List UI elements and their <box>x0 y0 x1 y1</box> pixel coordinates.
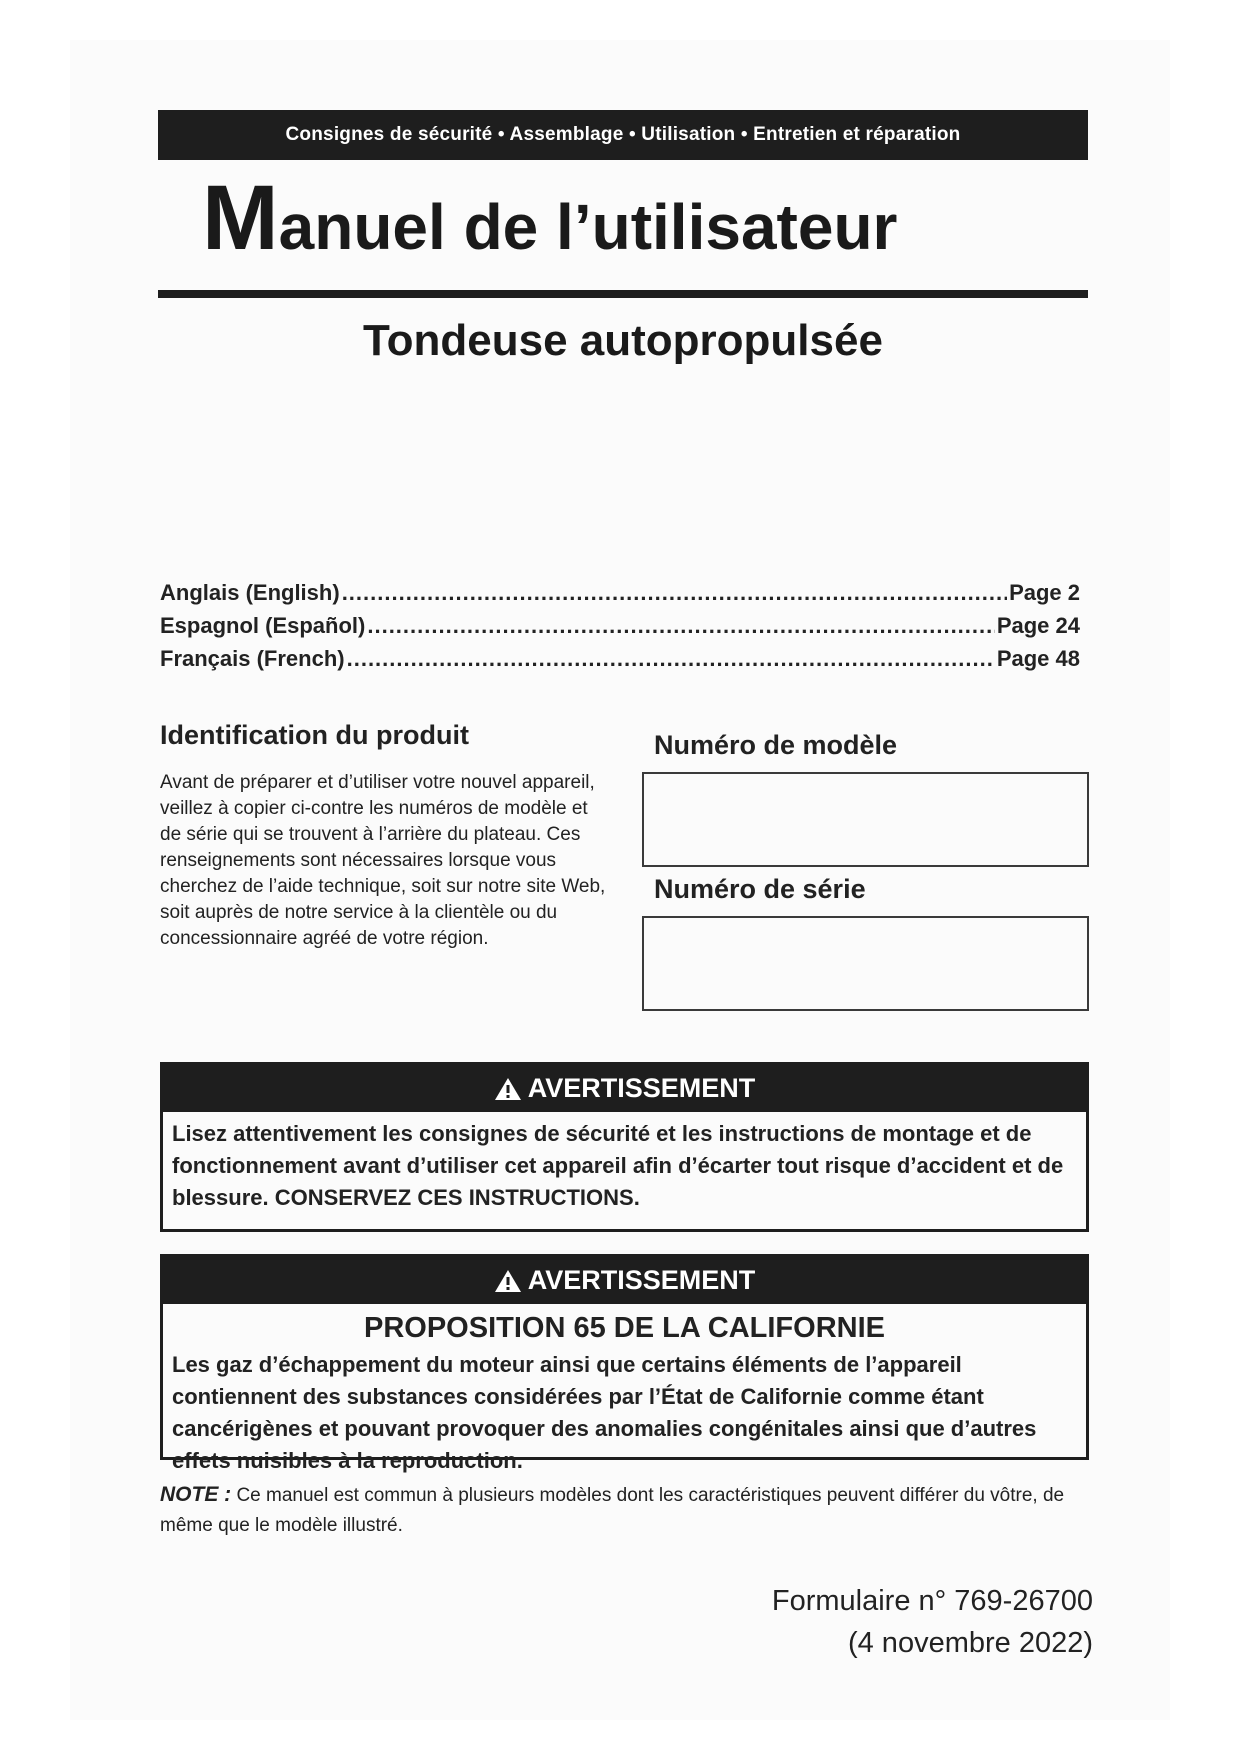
note-text: Ce manuel est commun à plusieurs modèles dont les caractéristiques peuvent différer du vôtre, de même que le modèle illustré. <box>160 1485 1065 1536</box>
toc-page: Page 48 <box>996 646 1080 671</box>
form-date: (4 novembre 2022) <box>847 1627 1093 1659</box>
toc-page: Page 2 <box>1009 580 1080 605</box>
main-title-initial: M <box>202 167 279 269</box>
warning-box-safety <box>160 1062 1089 1232</box>
warning-header-text: AVERTISSEMENT <box>527 1265 756 1295</box>
toc-leader-dots <box>342 580 1007 606</box>
model-number-field[interactable] <box>642 772 1089 867</box>
toc-label: Français (French) <box>160 646 345 671</box>
main-title-rest: anuel de l’utilisateur <box>278 191 898 263</box>
product-id-body: Avant de préparer et d’utiliser votre nouvel appareil, veillez à copier ci-contre les numéros de modèle et de série qui se trouvent à l’arrière du plateau. Ces renseignements sont nécessaires lorsque vous cherchez de l’aide technique, soit sur notre site Web, soit auprès de notre service à la clientèle ou du concessionnaire agréé de votre région. <box>160 772 606 949</box>
toc-label: Anglais (English) <box>160 580 340 605</box>
toc-leader-dots <box>347 646 995 672</box>
warning-triangle-icon <box>494 1269 522 1293</box>
title-divider <box>158 290 1088 298</box>
warning-box-prop65 <box>160 1254 1089 1473</box>
warning-header <box>163 1065 1086 1112</box>
toc-page: Page 24 <box>996 613 1080 638</box>
serial-number-field[interactable] <box>642 916 1089 1011</box>
warning-header-text: AVERTISSEMENT <box>527 1073 756 1103</box>
toc-row[interactable] <box>160 580 1080 613</box>
toc-label: Espagnol (Español) <box>160 613 366 638</box>
product-id-heading: Identification du produit <box>160 720 469 750</box>
subtitle: Tondeuse autopropulsée <box>363 316 883 365</box>
table-of-contents <box>160 580 1080 679</box>
serial-number-label: Numéro de série <box>654 874 866 904</box>
warning-triangle-icon <box>494 1077 522 1101</box>
main-title <box>202 167 898 269</box>
form-number: Formulaire n° 769-26700 <box>771 1585 1093 1617</box>
top-banner-text: Consignes de sécurité • Assemblage • Utilisation • Entretien et réparation <box>285 124 961 145</box>
warning-text: Lisez attentivement les consignes de sécurité et les instructions de montage et de fonctionnement avant d’utiliser cet appareil afin d’écarter tout risque d’accident et de blessure. CONSERVEZ CES INSTRUCTIONS. <box>172 1121 1064 1210</box>
warning-header <box>163 1257 1086 1304</box>
toc-row[interactable] <box>160 613 1080 646</box>
note <box>160 1480 1090 1541</box>
toc-leader-dots <box>367 613 994 639</box>
toc-row[interactable] <box>160 646 1080 679</box>
top-banner <box>158 110 1088 160</box>
warning-text: Les gaz d’échappement du moteur ainsi que certains éléments de l’appareil contiennent des substances considérées par l’État de Californie comme étant cancérigènes et pouvant provoquer des anomalies congénitales ainsi que d’autres effets nuisibles à la reproduction. <box>172 1352 1037 1473</box>
model-number-label: Numéro de modèle <box>654 730 898 760</box>
note-label: NOTE : <box>160 1483 232 1506</box>
prop65-title: PROPOSITION 65 DE LA CALIFORNIE <box>364 1312 885 1344</box>
form-number-block <box>760 1580 1093 1664</box>
